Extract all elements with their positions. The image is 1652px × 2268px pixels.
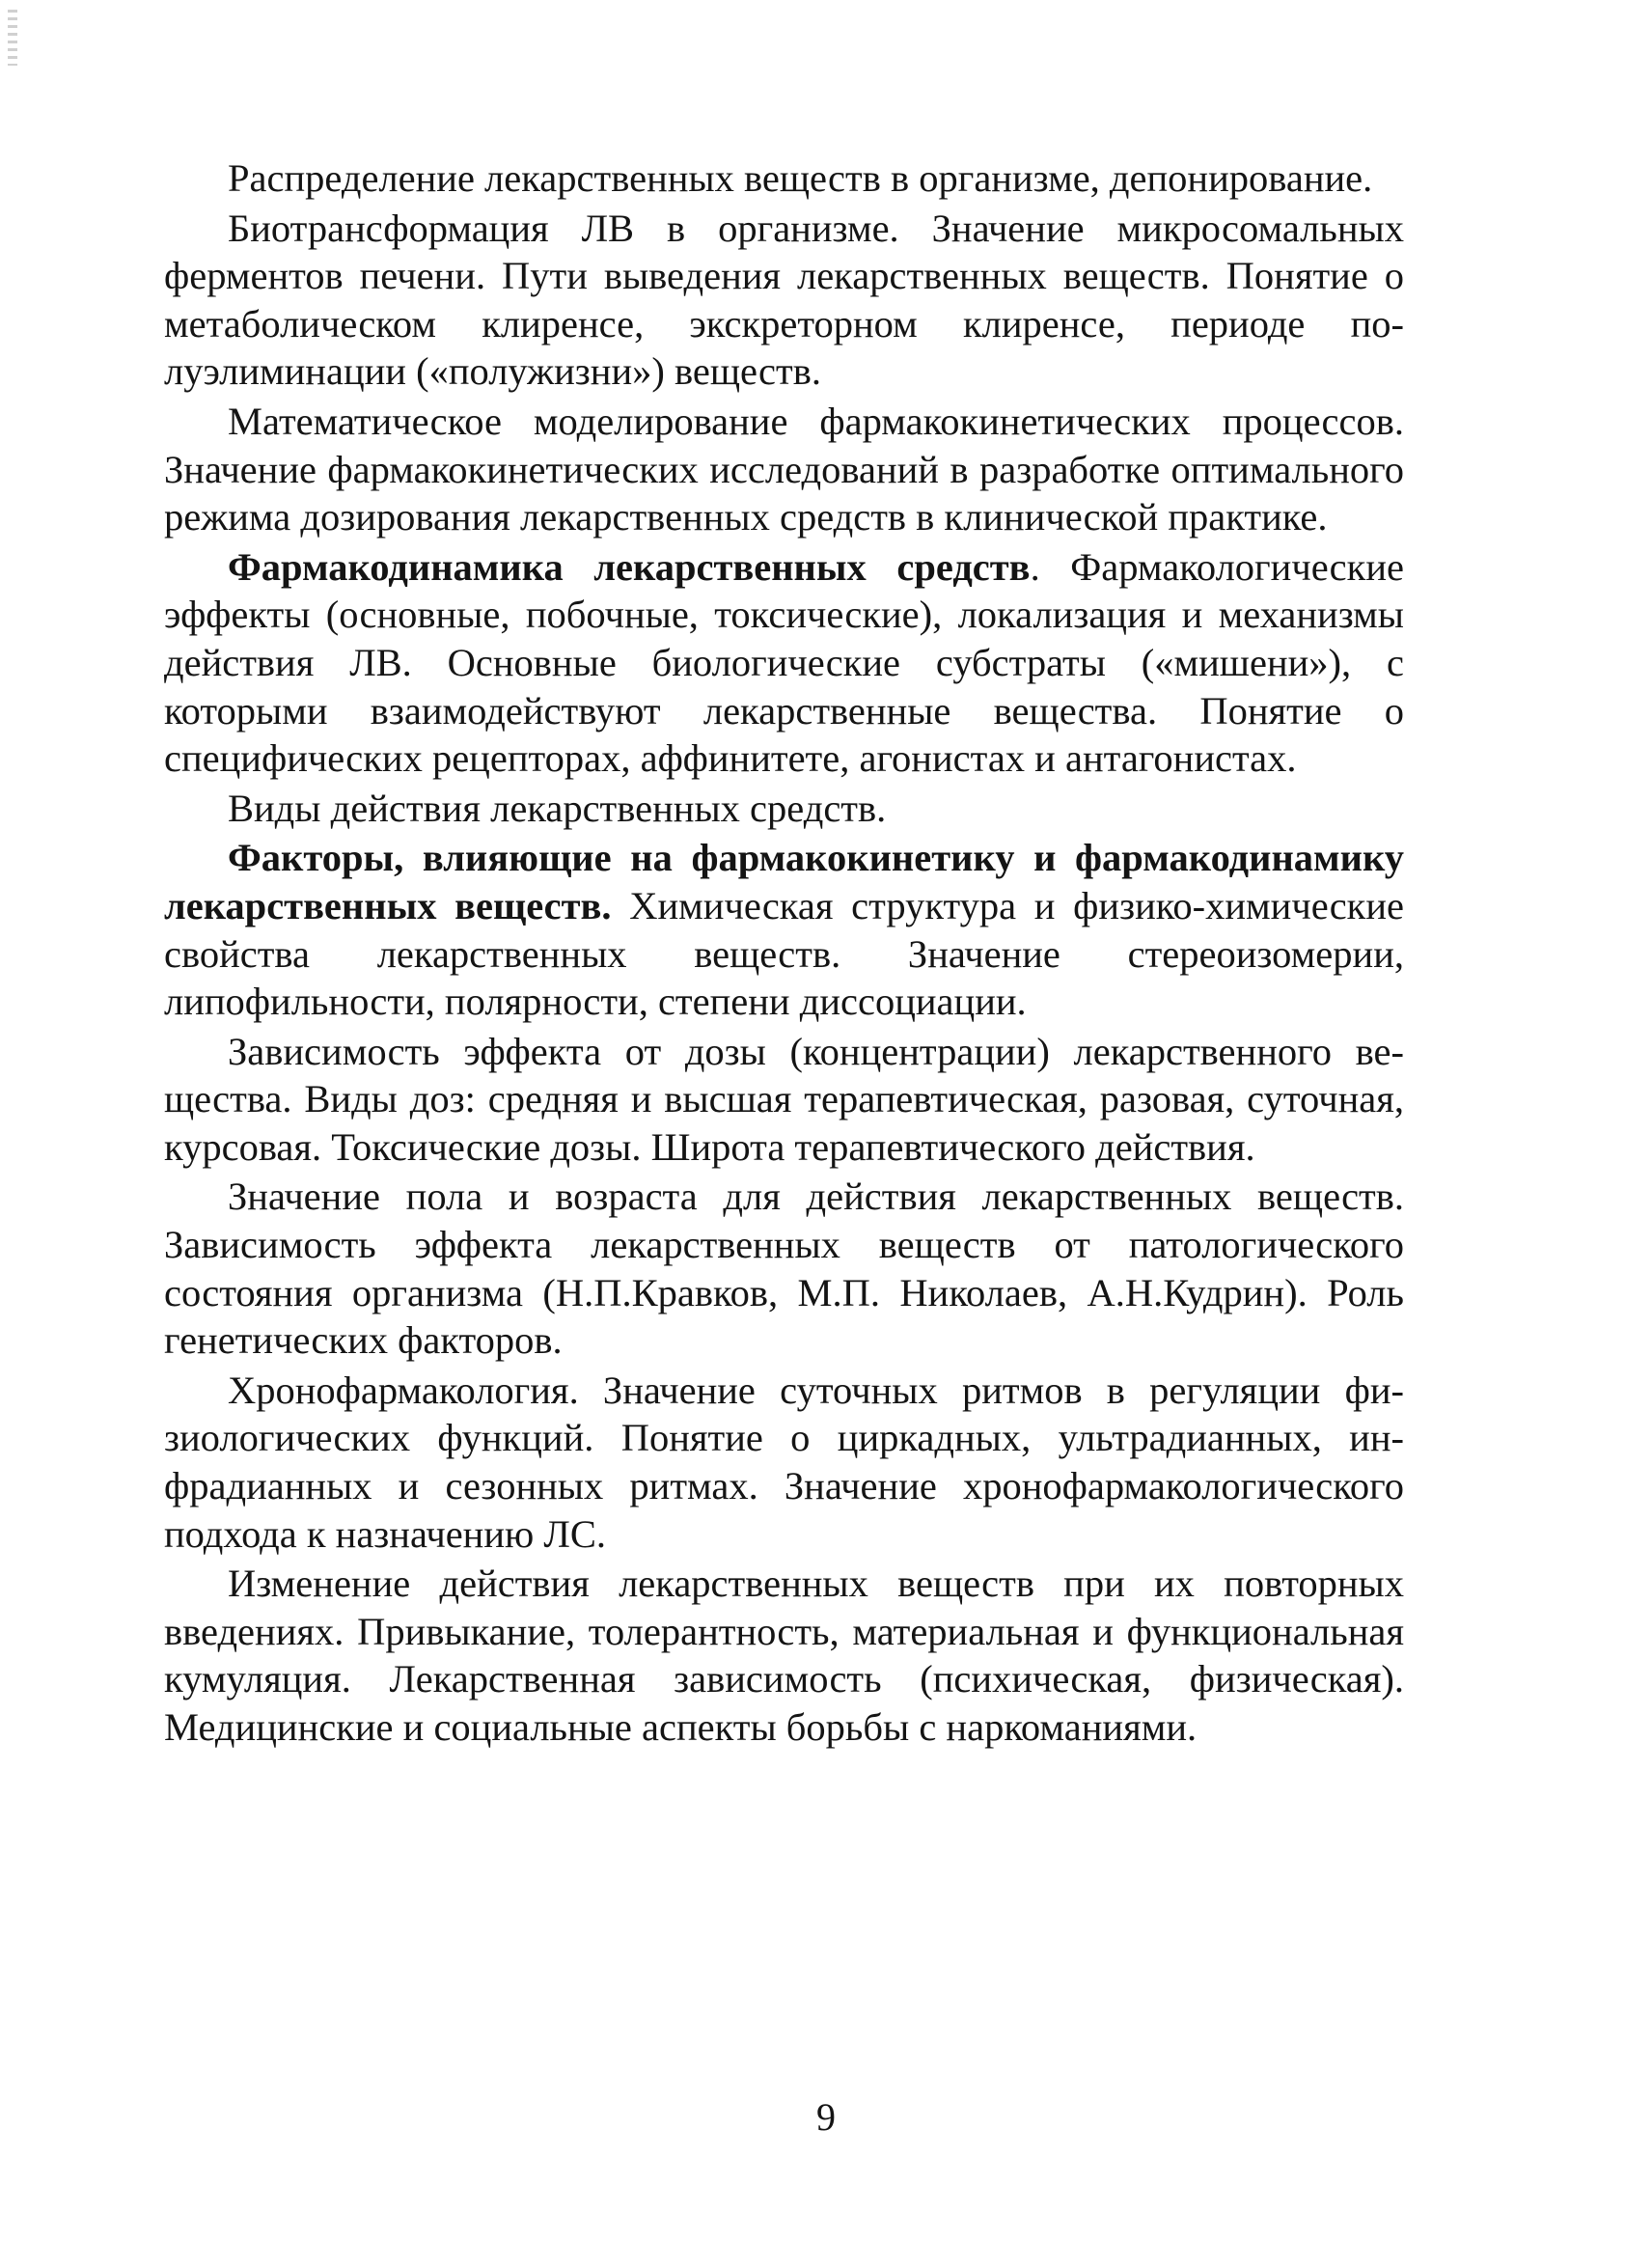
paragraph-text: Изменение действия лекарственных веществ при их повторных введениях. Привыкание, толерантность, материальная и функциональная кумуляция. Лекарственная зависимость (психическая, физическая). Медицинские и социальные аспекты борьбы с наркоманиями.: [164, 1562, 1404, 1749]
paragraph-text: Биотрансформация ЛВ в организме. Значение микросомальных ферментов печени. Пути выведения лекарственных веществ. Понятие о метаболическом клиренсе, экскреторном клиренсе, периоде полуэлиминации («полужизни») веществ.: [164, 206, 1404, 394]
paragraph-text: Распределение лекарственных веществ в организме, депонирование.: [228, 156, 1373, 200]
paragraph-text: Хронофармакология. Значение суточных ритмов в регуляции физиологических функций. Понятие о циркадных, ультрадианных, инфрадианных и сезонных ритмах. Значение хронофармакологического подхода к назначению ЛС.: [164, 1368, 1404, 1556]
paragraph-distribution: [164, 154, 1404, 203]
paragraph-text: . Фармакологические эффекты (основные, побочные, токсические), локализация и механизмы действия ЛВ. Основные биологические субстраты («мишени»), с которыми взаимодействуют лекарственные вещества. Понятие о специфических рецепторах, аффинитете, агонистах и антагонистах.: [164, 544, 1404, 781]
paragraph-factors: [164, 834, 1404, 1025]
paragraph-lead: Фармакодинамика лекарственных средств: [228, 544, 1031, 589]
paragraph-text: Значение пола и возраста для действия лекарственных веществ. Зависимость эффекта лекарственных веществ от патологического состояния организма (Н.П.Кравков, М.П. Николаев, А.Н.Кудрин). Роль генетических факторов.: [164, 1175, 1404, 1363]
paragraph-text: Виды действия лекарственных средств.: [228, 786, 887, 830]
page-number: 9: [816, 2095, 836, 2139]
paragraph-biotransformation: [164, 205, 1404, 396]
paragraph-chronopharmacology: [164, 1367, 1404, 1558]
paragraph-sex-age: [164, 1173, 1404, 1364]
paragraph-text: Математическое моделирование фармакокинетических процессов. Значение фармакокинетических исследований в разработке оптимального режима дозирования лекарственных средств в клинической практике.: [164, 399, 1404, 539]
paragraph-types-of-action: [164, 785, 1404, 833]
scan-artifact: [8, 10, 17, 66]
paragraph-modeling: [164, 398, 1404, 541]
paragraph-text: Зависимость эффекта от дозы (концентрации) лекарственного вещества. Виды доз: средняя и высшая терапевтическая, разовая, суточная, курсовая. Токсические дозы. Широта терапевтического действия.: [164, 1029, 1404, 1169]
paragraph-text: Химическая структура и физико-химические свойства лекарственных веществ. Значение стереоизомерии, липофильности, полярности, степени диссоциации.: [164, 883, 1405, 1024]
paragraph-lead: Факторы, влияющие на фармакокинетику и фармакодинамику лекарственных веществ.: [164, 836, 1404, 927]
paragraph-pharmacodynamics: [164, 543, 1404, 783]
paragraph-repeated-administration: [164, 1560, 1404, 1751]
body-text: [164, 154, 1404, 1752]
paragraph-dose-dependence: [164, 1028, 1404, 1172]
